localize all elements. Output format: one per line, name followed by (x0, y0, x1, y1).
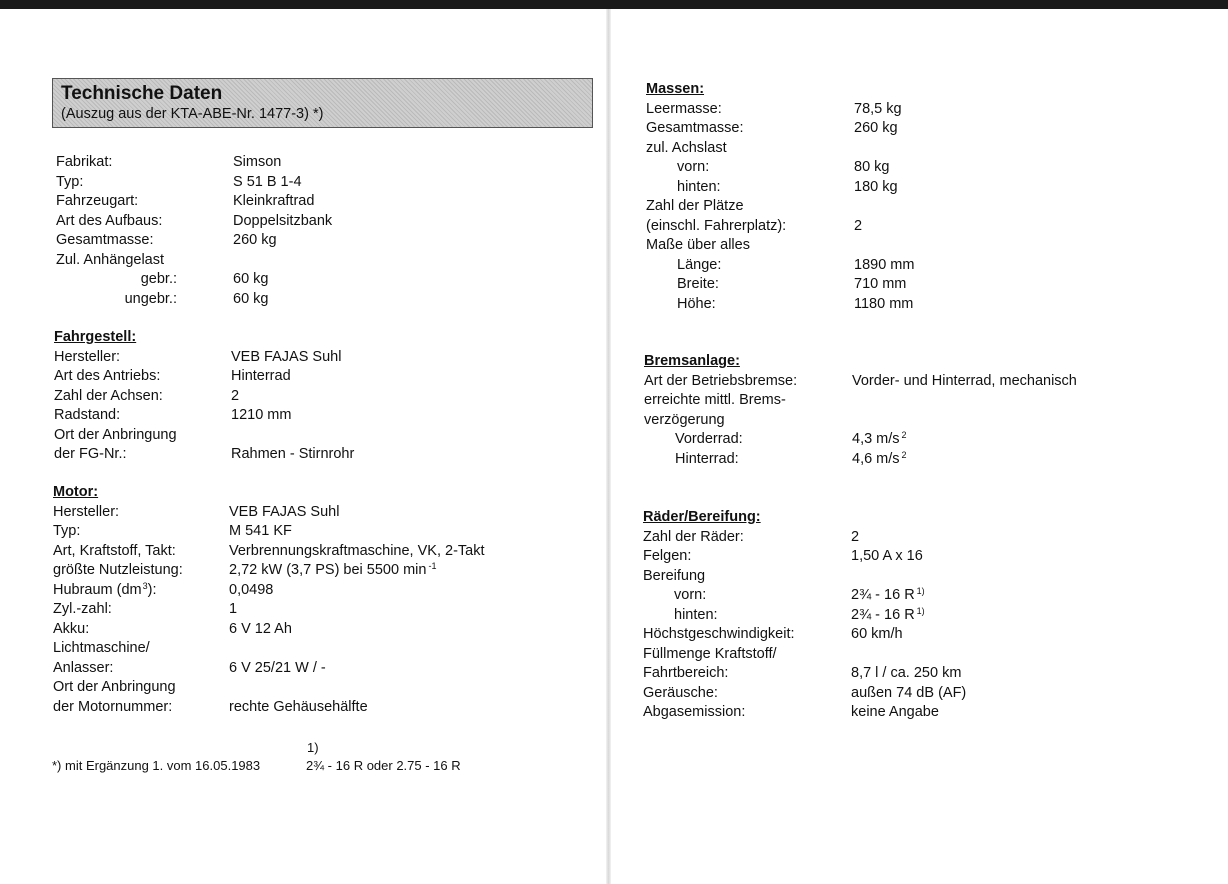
spec-row (644, 450, 1214, 470)
spec-label (646, 119, 744, 139)
spec-row (53, 581, 593, 601)
section-fahrgestell (54, 328, 594, 465)
spec-row (56, 212, 596, 232)
spec-label-text: Ort der Anbringung (54, 426, 177, 443)
spec-label (53, 581, 157, 601)
spec-label (53, 659, 113, 679)
spec-label-text: ungebr.: (124, 290, 177, 307)
spec-value (229, 659, 326, 679)
spec-row (54, 445, 594, 465)
value-superscript: 1) (916, 586, 925, 596)
spec-value (854, 295, 913, 315)
spec-row (643, 625, 1213, 645)
spec-value (854, 256, 914, 276)
spec-row (643, 606, 1213, 626)
spec-label (643, 547, 691, 567)
spec-value (233, 212, 332, 232)
spec-value-text: M 541 KF (229, 523, 292, 539)
value-superscript: 2 (901, 430, 907, 440)
spec-row (643, 586, 1213, 606)
spec-row (53, 503, 593, 523)
spec-label (53, 561, 183, 581)
section-raeder (643, 508, 1213, 723)
spec-value (851, 703, 939, 723)
spec-label-text: Gesamtmasse: (646, 120, 744, 136)
spec-label-text: erreichte mittl. Brems- (644, 392, 786, 408)
spec-value (231, 348, 341, 368)
section-general (56, 153, 596, 309)
spec-row (53, 639, 593, 659)
spec-label (54, 367, 160, 387)
spec-value-text: rechte Gehäusehälfte (229, 698, 368, 715)
spec-label (53, 620, 89, 640)
spec-row (56, 192, 596, 212)
spec-label (646, 217, 786, 237)
spec-label (646, 236, 750, 256)
spec-row (56, 290, 596, 310)
spec-row (646, 275, 1206, 295)
spec-label-text: hinten: (677, 178, 721, 195)
spec-label (643, 684, 718, 704)
value-superscript: 1) (916, 605, 925, 616)
spec-label-text: Maße über alles (646, 237, 750, 253)
spec-row (56, 270, 596, 290)
spec-label-text: Fahrzeugart: (56, 193, 139, 209)
spec-label-text: zul. Achslast (646, 139, 727, 156)
spec-value (851, 586, 925, 606)
spec-value (851, 684, 966, 704)
section-heading: Massen: (646, 81, 705, 97)
spec-value-text: 2,72 kW (3,7 PS) bei 5500 min (229, 562, 427, 578)
spec-label-text: Radstand: (54, 407, 121, 423)
spec-row (643, 684, 1213, 704)
page-subtitle: (Auszug aus der KTA-ABE-Nr. 1477-3) *) (61, 106, 324, 122)
spec-value-text: 1,50 A x 16 (851, 548, 923, 564)
spec-value-text: Vorder- und Hinterrad, mechanisch (852, 372, 1077, 389)
spec-row (643, 547, 1213, 567)
spec-label (54, 445, 127, 465)
spec-label-text: hinten: (674, 606, 718, 623)
spec-value (851, 625, 903, 645)
spec-row (646, 119, 1206, 139)
spec-label (53, 600, 112, 620)
spec-label-text: der Motornummer: (53, 698, 173, 715)
spec-label (54, 348, 120, 368)
spec-row (644, 391, 1214, 411)
spec-value-text: 2¾ - 16 R (851, 587, 915, 603)
spec-row (53, 698, 593, 718)
spec-label (56, 153, 112, 173)
spec-value (851, 664, 961, 684)
spec-label-text: (einschl. Fahrerplatz): (646, 217, 787, 234)
spec-row (644, 372, 1214, 392)
spec-value-text: VEB FAJAS Suhl (229, 503, 340, 520)
spec-value-text: VEB FAJAS Suhl (231, 348, 342, 365)
spec-value-text: keine Angabe (851, 704, 939, 720)
spec-value (852, 372, 1077, 392)
spec-label-text: Art des Aufbaus: (56, 212, 163, 229)
spec-value (233, 153, 281, 173)
spec-value-text: 8,7 l / ca. 250 km (851, 665, 962, 681)
spec-value-text: 6 V 25/21 W / - (229, 659, 326, 676)
spec-value (229, 561, 436, 581)
spec-value (851, 606, 925, 626)
spec-label (643, 567, 705, 587)
spec-value (231, 367, 291, 387)
spec-row (53, 561, 593, 581)
spec-label-text: verzögerung (644, 411, 725, 428)
spec-value-text: 0,0498 (229, 581, 274, 598)
spec-label-text: Art des Antriebs: (54, 368, 161, 384)
spec-label-text: gebr.: (140, 271, 177, 287)
spec-value (851, 528, 859, 548)
spec-label-text: Zul. Anhängelast (56, 251, 165, 268)
spec-value-text: 2 (231, 387, 240, 404)
title-box (52, 78, 593, 128)
section-motor (53, 483, 593, 717)
spec-value-text: 60 km/h (851, 626, 903, 642)
spec-label (643, 625, 795, 645)
spec-row (53, 678, 593, 698)
section-heading: Fahrgestell: (54, 329, 137, 345)
spec-value-text: außen 74 dB (AF) (851, 684, 967, 701)
spec-label-text: Höchstgeschwindigkeit: (643, 626, 795, 642)
spec-label (54, 426, 177, 446)
page-fold (606, 9, 611, 884)
spec-value (229, 698, 368, 718)
spec-label (677, 275, 719, 295)
spec-value-text: 1180 mm (854, 295, 914, 312)
spec-label (53, 522, 80, 542)
spec-value (229, 503, 339, 523)
spec-row (54, 387, 594, 407)
spec-value (233, 231, 277, 251)
spec-row (644, 430, 1214, 450)
spec-label-text: Hinterrad: (675, 450, 739, 467)
spec-row (643, 528, 1213, 548)
spec-label (53, 542, 176, 562)
spec-label-text: vorn: (674, 587, 707, 603)
section-heading: Bremsanlage: (644, 353, 740, 369)
spec-label (675, 430, 743, 450)
spec-value-text: 78,5 kg (854, 100, 902, 117)
spec-label (53, 639, 150, 659)
spec-value-text: 2 (851, 528, 860, 545)
spec-row (56, 153, 596, 173)
spec-value (233, 290, 268, 310)
spec-row (646, 217, 1206, 237)
spec-value (852, 430, 907, 450)
spec-label-text: Ort der Anbringung (53, 679, 176, 695)
spec-label (675, 450, 739, 470)
spec-label (646, 139, 727, 159)
spec-row (643, 703, 1213, 723)
spec-value (854, 119, 898, 139)
spec-row (56, 173, 596, 193)
spec-value (854, 178, 898, 198)
spec-value-text: 6 V 12 Ah (229, 620, 292, 637)
spec-label (644, 372, 797, 392)
footnote-marker: 1) (307, 740, 319, 755)
spec-label (677, 158, 709, 178)
spec-value (852, 450, 907, 470)
spec-label (674, 606, 718, 626)
spec-label (141, 270, 177, 290)
spec-label-text: Bereifung (643, 567, 706, 584)
spec-row (646, 139, 1206, 159)
spec-label (677, 178, 721, 198)
spec-label-text: vorn: (677, 159, 710, 175)
section-massen (646, 80, 1206, 314)
spec-label-text: Gesamtmasse: (56, 232, 154, 248)
spec-label (644, 411, 725, 431)
spec-row (54, 406, 594, 426)
spec-row (646, 256, 1206, 276)
spec-value-text: 60 kg (233, 290, 269, 307)
spec-value-text: Doppelsitzbank (233, 212, 333, 229)
spec-row (53, 542, 593, 562)
spec-row (56, 251, 596, 271)
spec-label (56, 251, 164, 271)
spec-label-text: Vorderrad: (675, 431, 743, 447)
spec-label (644, 391, 786, 411)
spec-label (54, 387, 163, 407)
spec-value (851, 547, 923, 567)
spec-value-text: Verbrennungskraftmaschine, VK, 2-Takt (229, 542, 485, 559)
spec-label-text: Hersteller: (53, 503, 120, 520)
value-superscript: 2 (901, 449, 907, 460)
spec-label (674, 586, 706, 606)
spec-value (231, 387, 239, 407)
spec-row (53, 600, 593, 620)
footnote-star: *) mit Ergänzung 1. vom 16.05.1983 (52, 758, 261, 773)
spec-row (54, 348, 594, 368)
spec-row (646, 178, 1206, 198)
section-bremsanlage (644, 352, 1214, 469)
spec-value (231, 445, 354, 465)
spec-label (643, 703, 745, 723)
spec-label-text: Hersteller: (54, 348, 121, 365)
spec-label (56, 192, 138, 212)
spec-value-text: 180 kg (854, 178, 898, 195)
section-heading: Motor: (53, 484, 99, 500)
spec-value-text: 4,6 m/s (852, 450, 900, 467)
spec-value-text: 1210 mm (231, 407, 292, 423)
spec-value (854, 158, 889, 178)
spec-row (646, 197, 1206, 217)
spec-label (643, 528, 744, 548)
spec-label-text: Typ: (53, 523, 81, 539)
spec-value (229, 620, 292, 640)
spec-label-text: der FG-Nr.: (54, 446, 127, 462)
spec-label (56, 212, 162, 232)
spec-value (854, 275, 906, 295)
spec-label-text: Felgen: (643, 548, 692, 564)
spec-label-text: Höhe: (677, 295, 716, 312)
spec-label-text: Zyl.-zahl: (53, 601, 112, 617)
spec-label-text: größte Nutzleistung: (53, 562, 183, 578)
spec-label-text: Anlasser: (53, 659, 114, 676)
spec-value-text: S 51 B 1-4 (233, 173, 302, 190)
spec-value (229, 542, 485, 562)
spec-label (643, 645, 777, 665)
spec-value (229, 600, 237, 620)
spec-label-text: Lichtmaschine/ (53, 640, 150, 656)
spec-row (56, 231, 596, 251)
spec-label-text: Zahl der Räder: (643, 528, 744, 545)
spec-row (644, 411, 1214, 431)
spec-label-text: Hubraum (dm (53, 581, 142, 598)
spec-label-text: Akku: (53, 620, 90, 637)
spec-label-text: Zahl der Achsen: (54, 387, 163, 404)
spec-label (53, 698, 172, 718)
spec-row (54, 426, 594, 446)
spec-value-text: Hinterrad (231, 368, 291, 384)
spec-value-text: 260 kg (233, 232, 277, 248)
section-heading: Räder/Bereifung: (643, 509, 761, 525)
spec-row (646, 295, 1206, 315)
spec-value-text: Rahmen - Stirnrohr (231, 446, 355, 462)
spec-row (53, 620, 593, 640)
spec-value-text: 2 (854, 217, 863, 234)
spec-label-text: Breite: (677, 276, 719, 292)
spec-label-text: Fabrikat: (56, 154, 113, 170)
spec-label (677, 295, 716, 315)
spec-label-text: Zahl der Plätze (646, 198, 744, 214)
spec-label (125, 290, 177, 310)
spec-value-text: 60 kg (233, 271, 269, 287)
spec-label (53, 678, 176, 698)
spec-label (677, 256, 721, 276)
spec-label-text: Fahrtbereich: (643, 665, 729, 681)
spec-row (646, 236, 1206, 256)
spec-value-text: 4,3 m/s (852, 431, 900, 447)
spec-value (229, 581, 273, 601)
spec-label-text: Art der Betriebsbremse: (644, 372, 798, 389)
spec-value-text: Simson (233, 154, 282, 170)
spec-value-text: 2¾ - 16 R (851, 606, 915, 623)
spec-label-text: Leermasse: (646, 100, 722, 117)
spec-value (854, 100, 902, 120)
spec-row (53, 522, 593, 542)
value-superscript: -1 (428, 561, 437, 571)
page-title: Technische Daten (61, 83, 223, 104)
spec-value (231, 406, 291, 426)
spec-label (646, 100, 722, 120)
spec-value (233, 270, 268, 290)
footnote-tire: 2¾ - 16 R oder 2.75 - 16 R (306, 758, 461, 773)
spec-value-text: 260 kg (854, 120, 898, 136)
label-superscript: 3 (142, 580, 148, 591)
spec-label-text: Abgasemission: (643, 704, 746, 720)
spec-label (643, 664, 728, 684)
spec-row (643, 645, 1213, 665)
spec-value (229, 522, 292, 542)
scan-top-edge (0, 0, 1228, 9)
spec-value (854, 217, 862, 237)
spec-row (646, 158, 1206, 178)
spec-label-text: Länge: (677, 256, 722, 273)
spec-label-text: Typ: (56, 173, 84, 190)
spec-label (53, 503, 119, 523)
spec-label (646, 197, 744, 217)
spec-label (56, 173, 83, 193)
spec-row (643, 664, 1213, 684)
spec-label (56, 231, 154, 251)
spec-label-text: Geräusche: (643, 684, 718, 701)
spec-label (54, 406, 120, 426)
spec-label-text: Füllmenge Kraftstoff/ (643, 645, 777, 662)
spec-value-text: 710 mm (854, 276, 907, 292)
spec-value-text: Kleinkraftrad (233, 193, 315, 209)
spec-value (233, 192, 314, 212)
spec-row (53, 659, 593, 679)
spec-row (54, 367, 594, 387)
spec-label-suffix: ): (147, 581, 157, 598)
spec-value (233, 173, 302, 193)
spec-value-text: 1 (229, 601, 238, 617)
spec-row (643, 567, 1213, 587)
spec-value-text: 80 kg (854, 159, 890, 175)
spec-row (646, 100, 1206, 120)
spec-label-text: Art, Kraftstoff, Takt: (53, 542, 176, 559)
spec-value-text: 1890 mm (854, 256, 915, 273)
